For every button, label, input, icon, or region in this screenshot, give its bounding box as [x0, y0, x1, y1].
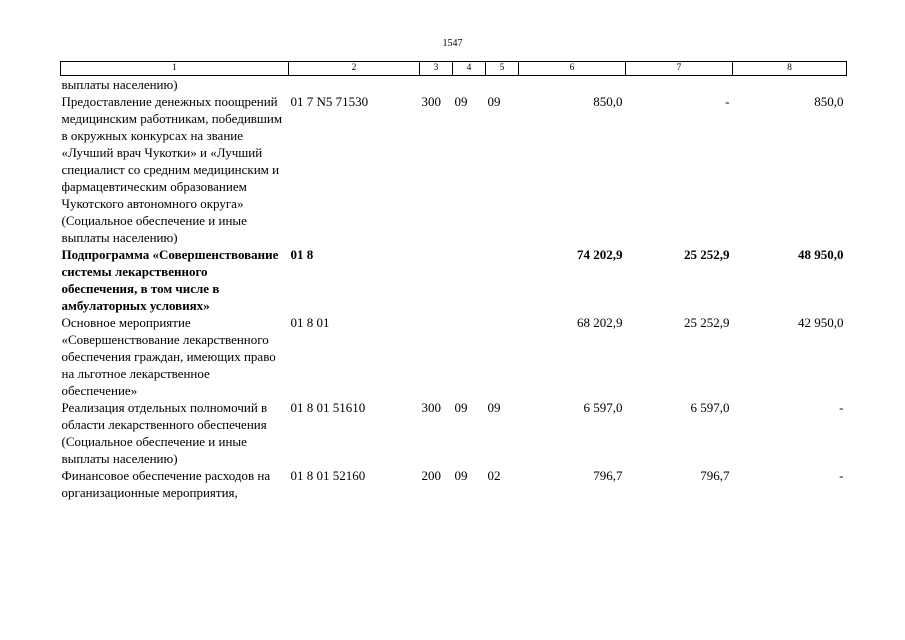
row-amount-col8-cell	[733, 76, 847, 94]
row-code-cell: 01 8	[290, 247, 314, 262]
column-header: 8	[733, 62, 847, 76]
column-header: 7	[626, 62, 733, 76]
row-expense-type-cell	[420, 314, 453, 399]
row-amount-col8-cell: 850,0	[814, 94, 844, 109]
budget-table	[60, 61, 847, 501]
row-name-cell: Подпрограмма «Совершенствование системы лекарственного обеспечения, в том числе в амбулаторных условиях»	[61, 247, 279, 313]
row-subsection-cell: 02	[487, 468, 501, 483]
row-amount-col7-cell: 25 252,9	[684, 247, 730, 262]
column-header: 5	[486, 62, 519, 76]
row-expense-type-cell	[420, 76, 453, 94]
table-row	[61, 399, 847, 467]
row-amount-col7-cell: 796,7	[700, 468, 730, 483]
row-section-cell	[453, 246, 486, 314]
row-code-cell	[289, 76, 420, 94]
table-row	[61, 314, 847, 399]
row-amount-col8-cell: -	[839, 400, 844, 415]
row-subsection-cell	[486, 314, 519, 399]
column-header: 1	[61, 62, 289, 76]
row-amount-total-cell: 6 597,0	[583, 400, 623, 415]
row-amount-col7-cell: 25 252,9	[684, 315, 730, 330]
row-section-cell	[453, 314, 486, 399]
row-name-cell: Финансовое обеспечение расходов на организационные мероприятия,	[61, 468, 271, 500]
column-header: 3	[420, 62, 453, 76]
column-number-row	[61, 62, 847, 76]
row-name-cell: Основное мероприятие «Совершенствование лекарственного обеспечения граждан, имеющих право на льготное лекарственное обеспечение»	[61, 315, 276, 398]
row-subsection-cell: 09	[487, 94, 501, 109]
row-amount-col7-cell: 6 597,0	[690, 400, 730, 415]
row-expense-type-cell: 300	[421, 94, 441, 109]
table-row	[61, 93, 847, 246]
row-amount-col8-cell: 48 950,0	[798, 247, 844, 262]
row-section-cell: 09	[454, 94, 468, 109]
table-row	[61, 246, 847, 314]
table-row	[61, 76, 847, 94]
row-amount-col7-cell	[626, 76, 733, 94]
row-section-cell: 09	[454, 400, 468, 415]
row-name-cell: Предоставление денежных поощрений медицинским работникам, победившим в окружных конкурсах на звание «Лучший врач Чукотки» и «Лучший специалист со средним медицинским и фармацевтическим образованием Чукотского автономного округа» (Социальное обеспечение и иные выплаты населению)	[61, 94, 283, 245]
column-header: 2	[289, 62, 420, 76]
row-section-cell: 09	[454, 468, 468, 483]
row-amount-total-cell	[519, 76, 626, 94]
row-amount-total-cell: 850,0	[593, 94, 623, 109]
column-header: 6	[519, 62, 626, 76]
row-section-cell	[453, 76, 486, 94]
row-expense-type-cell: 300	[421, 400, 441, 415]
row-expense-type-cell	[420, 246, 453, 314]
row-amount-col7-cell: -	[725, 94, 730, 109]
table-row	[61, 467, 847, 501]
row-subsection-cell	[486, 76, 519, 94]
row-amount-total-cell: 74 202,9	[577, 247, 623, 262]
row-expense-type-cell: 200	[421, 468, 441, 483]
row-amount-col8-cell: -	[839, 468, 844, 483]
row-code-cell: 01 7 N5 71530	[290, 94, 369, 109]
row-name-cell: выплаты населению)	[61, 77, 178, 92]
row-amount-col8-cell: 42 950,0	[798, 315, 844, 330]
row-subsection-cell: 09	[487, 400, 501, 415]
row-code-cell: 01 8 01	[290, 315, 330, 330]
row-amount-total-cell: 796,7	[593, 468, 623, 483]
column-header: 4	[453, 62, 486, 76]
row-amount-total-cell: 68 202,9	[577, 315, 623, 330]
row-subsection-cell	[486, 246, 519, 314]
row-code-cell: 01 8 01 51610	[290, 400, 366, 415]
row-name-cell: Реализация отдельных полномочий в области лекарственного обеспечения (Социальное обеспечение и иные выплаты населению)	[61, 400, 268, 466]
page-number: 1547	[442, 38, 463, 49]
row-code-cell: 01 8 01 52160	[290, 468, 366, 483]
